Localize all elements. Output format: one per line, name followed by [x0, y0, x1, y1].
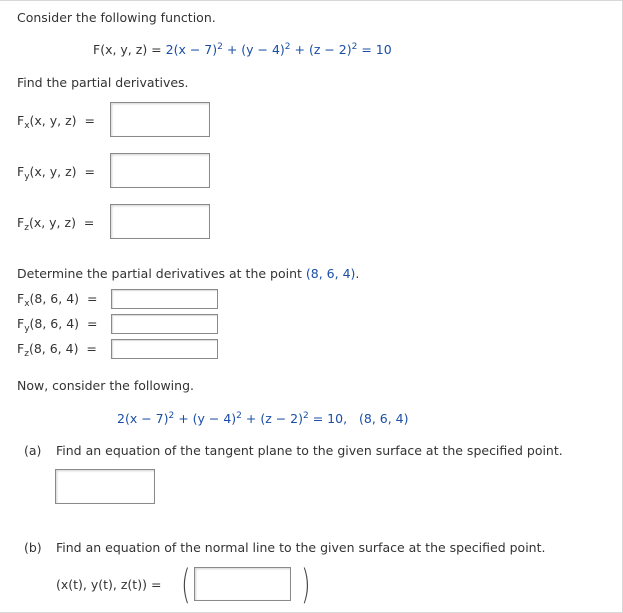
part-b-text: Find an equation of the normal line to the given surface at the specified point.	[56, 540, 546, 555]
surface-exp-z: 2	[303, 411, 309, 421]
part-b-label: (b)	[24, 540, 42, 555]
determine-period: .	[355, 266, 360, 281]
surface-exp-x: 2	[168, 411, 175, 421]
function-term-x: 2(x − 7)	[165, 42, 218, 57]
intro-text: Consider the following function.	[17, 10, 216, 25]
fy-base: F	[17, 164, 25, 179]
now-consider-text: Now, consider the following.	[17, 378, 194, 393]
fx-point-sub: x	[24, 299, 30, 309]
fy-point-base: F	[17, 316, 25, 331]
function-term-z: + (z − 2)	[290, 42, 352, 57]
determine-text	[17, 266, 359, 281]
fz-args: (x, y, z)	[28, 215, 76, 230]
fx-point-args: (8, 6, 4)	[29, 291, 80, 306]
fx-label	[17, 113, 95, 131]
fx-point-base: F	[17, 291, 25, 306]
fy-sub: y	[24, 172, 30, 182]
surface-point: (8, 6, 4)	[358, 411, 409, 426]
part-a-text: Find an equation of the tangent plane to the given surface at the specified point.	[56, 443, 563, 458]
fz-point-label	[17, 341, 97, 359]
fy-equals: =	[84, 164, 95, 179]
fy-args: (x, y, z)	[29, 164, 77, 179]
fy-point-args: (8, 6, 4)	[29, 316, 80, 331]
function-exp-z: 2	[351, 42, 358, 52]
fx-sub: x	[24, 121, 30, 131]
surface-exp-y: 2	[236, 411, 242, 421]
function-term-y: + (y − 4)	[222, 42, 285, 57]
fx-point-equals: =	[87, 291, 98, 306]
surface-term-y: + (y − 4)	[174, 411, 237, 426]
fz-base: F	[17, 215, 25, 230]
fx-point-answer-input[interactable]	[111, 289, 218, 309]
function-definition	[93, 42, 392, 57]
fy-point-label	[17, 316, 98, 334]
open-paren: (	[181, 562, 191, 608]
fy-label	[17, 164, 95, 182]
tangent-plane-answer-input[interactable]	[55, 469, 155, 504]
find-partials-text: Find the partial derivatives.	[17, 75, 189, 90]
fx-point-label	[17, 291, 98, 309]
surface-term-x: 2(x − 7)	[117, 411, 169, 426]
fy-point-sub: y	[24, 324, 30, 334]
function-lhs: F(x, y, z) =	[93, 42, 166, 57]
fz-point-args: (8, 6, 4)	[28, 341, 79, 356]
fy-point-answer-input[interactable]	[111, 314, 218, 334]
fz-point-sub: z	[24, 349, 29, 359]
close-paren: )	[301, 562, 311, 608]
fz-point-base: F	[17, 341, 25, 356]
surface-equation	[117, 411, 409, 426]
function-exp-x: 2	[217, 42, 223, 52]
fz-sub: z	[24, 223, 29, 233]
determine-prefix: Determine the partial derivatives at the point	[17, 266, 306, 281]
part-a-label: (a)	[24, 443, 42, 458]
function-exp-y: 2	[284, 42, 291, 52]
determine-point: (8, 6, 4)	[305, 266, 356, 281]
fy-point-equals: =	[87, 316, 98, 331]
function-rhs: = 10	[357, 42, 392, 57]
fz-point-answer-input[interactable]	[111, 339, 218, 359]
fy-answer-input[interactable]	[110, 153, 210, 188]
fz-equals: =	[83, 215, 95, 230]
frame-top-border	[0, 0, 623, 1]
fx-base: F	[17, 113, 25, 128]
normal-line-answer-input[interactable]	[194, 567, 291, 601]
normal-line-lhs: (x(t), y(t), z(t)) =	[56, 577, 162, 592]
surface-rhs: = 10,	[308, 411, 348, 426]
fz-label	[17, 215, 95, 233]
fz-answer-input[interactable]	[110, 204, 210, 239]
surface-term-z: + (z − 2)	[241, 411, 304, 426]
fx-args: (x, y, z)	[29, 113, 77, 128]
fx-equals: =	[84, 113, 95, 128]
fz-point-equals: =	[86, 341, 97, 356]
fx-answer-input[interactable]	[110, 102, 210, 137]
